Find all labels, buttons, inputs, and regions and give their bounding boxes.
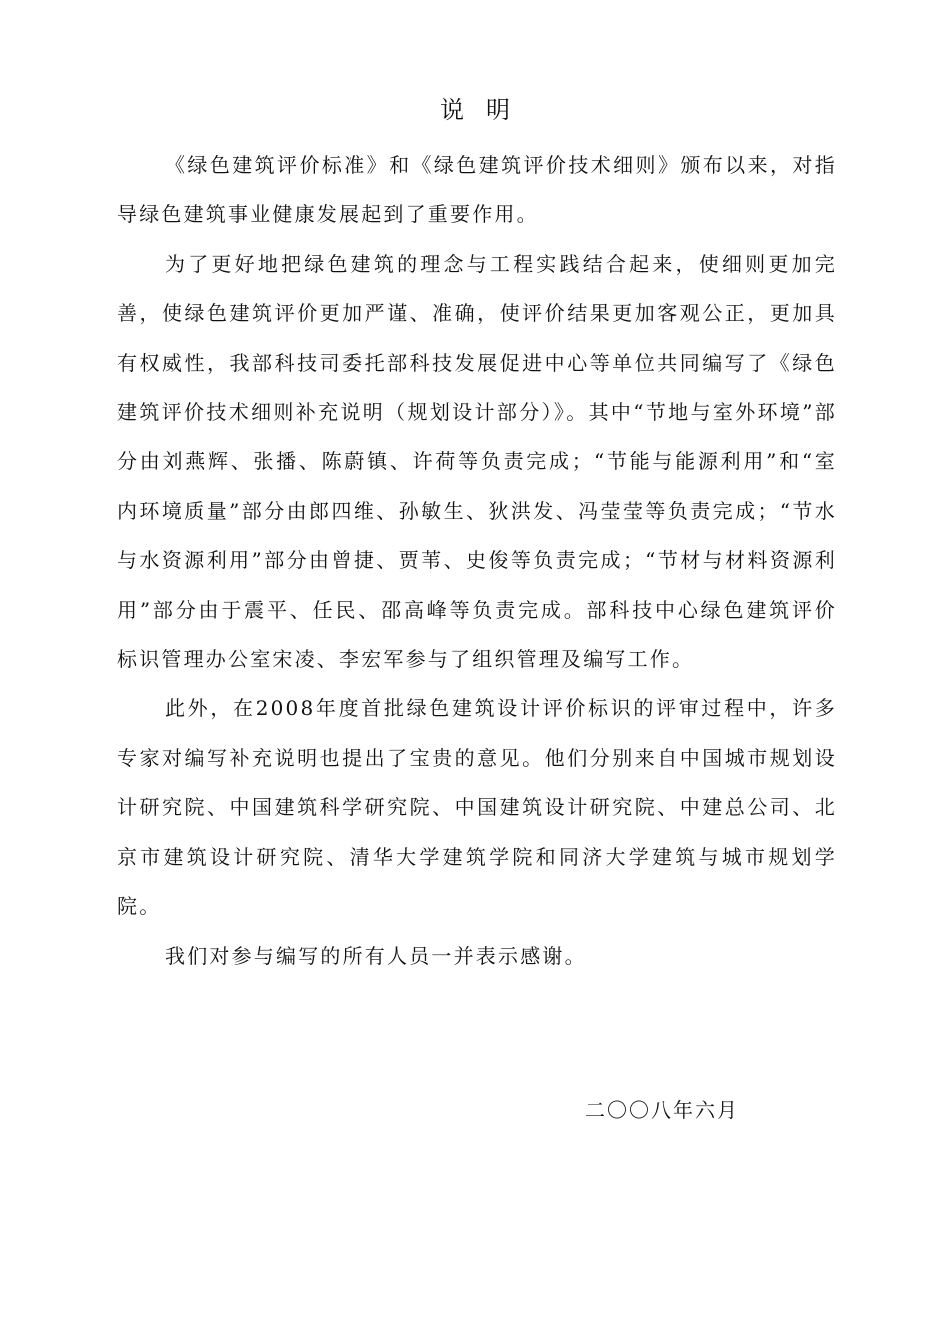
page-title: 说明 bbox=[440, 96, 532, 124]
paragraph-intro: 《绿色建筑评价标准》和《绿色建筑评价技术细则》颁布以来，对指导绿色建筑事业健康发展起到了重要作用。 bbox=[117, 153, 837, 227]
paragraph-authors: 为了更好地把绿色建筑的理念与工程实践结合起来，使细则更加完善，使绿色建筑评价更加严谨、准确，使评价结果更加客观公正，更加具有权威性，我部科技司委托部科技发展促进中心等单位共同编写了《绿色建筑评价技术细则补充说明（规划设计部分）》。其中“节地与室外环境”部分由刘燕辉、张播、陈蔚镇、许荷等负责完成；“节能与能源利用”和“室内环境质量”部分由郎四维、孙敏生、狄洪发、冯莹莹等负责完成；“节水与水资源利用”部分由曾捷、贾苇、史俊等负责完成；“节材与材料资源利用”部分由于震平、任民、邵高峰等负责完成。部科技中心绿色建筑评价标识管理办公室宋凌、李宏军参与了组织管理及编写工作。 bbox=[117, 251, 837, 672]
document-body bbox=[117, 141, 837, 981]
paragraph-thanks: 我们对参与编写的所有人员一并表示感谢。 bbox=[165, 943, 587, 968]
paragraph-experts: 此外，在2008年度首批绿色建筑设计评价标识的评审过程中，许多专家对编写补充说明也提出了宝贵的意见。他们分别来自中国城市规划设计研究院、中国建筑科学研究院、中国建筑设计研究院、中建总公司、北京市建筑设计研究院、清华大学建筑学院和同济大学建筑与城市规划学院。 bbox=[117, 696, 837, 919]
document-date: 二〇〇八年六月 bbox=[585, 1098, 739, 1122]
